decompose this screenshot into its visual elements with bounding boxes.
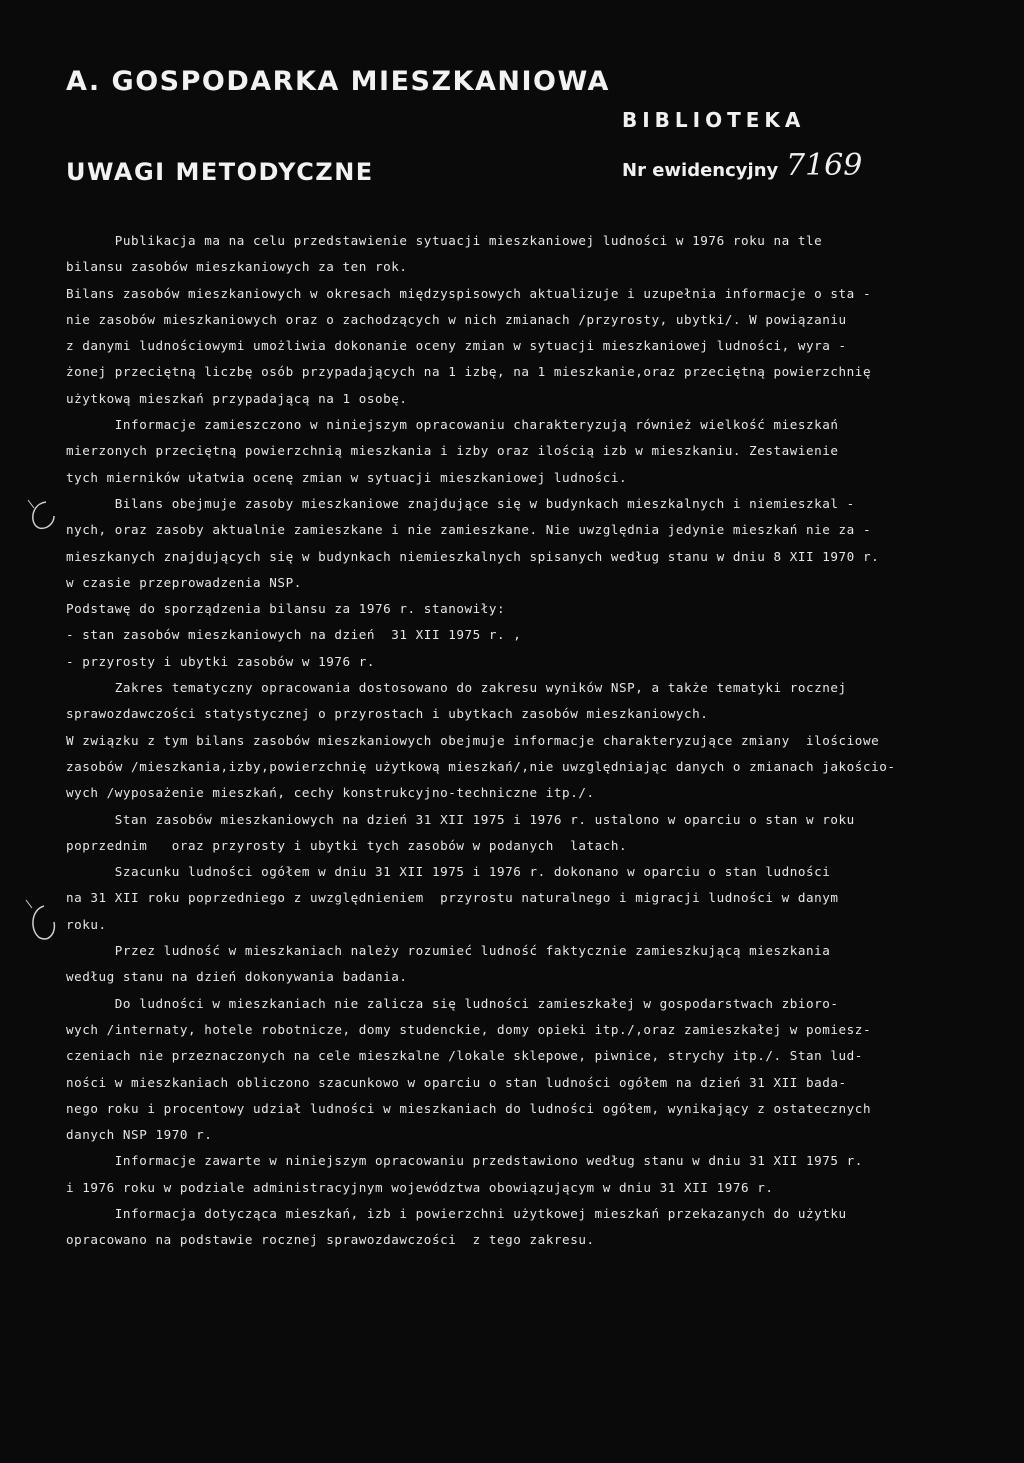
text-line: żonej przeciętną liczbę osób przypadających na 1 izbę, na 1 mieszkanie,oraz przeciętną powierzchnię (66, 364, 872, 380)
text-line: Publikacja ma na celu przedstawienie sytuacji mieszkaniowej ludności w 1976 roku na tle (66, 233, 823, 248)
text-line: danych NSP 1970 r. (66, 1127, 213, 1143)
margin-punch-hole-mark (24, 898, 64, 948)
text-line: ności w mieszkaniach obliczono szacunkowo w oparciu o stan ludności ogółem na dzień 31 XII bada- (66, 1074, 847, 1090)
section-title: A. GOSPODARKA MIESZKANIOWA (66, 66, 610, 97)
library-stamp-evidence-label: Nr ewidencyjny (622, 160, 779, 181)
text-line: użytkową mieszkań przypadającą na 1 osobę. (66, 390, 408, 406)
text-line: wych /internaty, hotele robotnicze, domy studenckie, domy opieki itp./,oraz zamieszkałej w pomiesz- (66, 1021, 872, 1037)
text-line: Podstawę do sporządzenia bilansu za 1976 r. stanowiły: (66, 601, 506, 617)
text-line: Informacje zawarte w niniejszym opracowaniu przedstawiono według stanu w dniu 31 XII 1975 r. (66, 1153, 863, 1169)
text-line: mierzonych przeciętną powierzchnią mieszkania i izby oraz ilością izb w mieszkaniu. Zestawienie (66, 443, 839, 459)
text-line: zasobów /mieszkania,izby,powierzchnię użytkową mieszkań/,nie uwzględniając danych o zmianach jakościo- (66, 758, 896, 774)
text-line: według stanu na dzień dokonywania badania. (66, 969, 408, 985)
text-line: Bilans zasobów mieszkaniowych w okresach międzyspisowych aktualizuje i uzupełnia informacje o sta - (66, 285, 872, 301)
library-stamp-evidence-number: 7169 (786, 148, 863, 183)
library-stamp-title: BIBLIOTEKA (622, 108, 806, 132)
text-line: opracowano na podstawie rocznej sprawozdawczości z tego zakresu. (66, 1232, 595, 1248)
text-line: sprawozdawczości statystycznej o przyrostach i ubytkach zasobów mieszkaniowych. (66, 706, 709, 722)
text-line: tych mierników ułatwia ocenę zmian w sytuacji mieszkaniowej ludności. (66, 469, 628, 485)
text-line: nych, oraz zasoby aktualnie zamieszkane i nie zamieszkane. Nie uwzględnia jedynie mieszkań nie za - (66, 522, 872, 538)
methodology-heading: UWAGI METODYCZNE (66, 158, 374, 186)
text-line: nie zasobów mieszkaniowych oraz o zachodzących w nich zmianach /przyrosty, ubytki/. W powiązaniu (66, 311, 847, 327)
text-line: W związku z tym bilans zasobów mieszkaniowych obejmuje informacje charakteryzujące zmiany ilościowe (66, 732, 880, 748)
text-line: Informacja dotycząca mieszkań, izb i powierzchni użytkowej mieszkań przekazanych do użytku (66, 1205, 847, 1221)
methodology-body-text (66, 228, 956, 1254)
text-line: nego roku i procentowy udział ludności w mieszkaniach do ludności ogółem, wynikający z ostatecznych (66, 1100, 872, 1116)
text-line: Bilans obejmuje zasoby mieszkaniowe znajdujące się w budynkach mieszkalnych i niemieszkal - (66, 495, 855, 511)
text-line: Do ludności w mieszkaniach nie zalicza się ludności zamieszkałej w gospodarstwach zbioro- (66, 995, 839, 1011)
text-line: - przyrosty i ubytki zasobów w 1976 r. (66, 653, 376, 669)
text-line: czeniach nie przeznaczonych na cele mieszkalne /lokale sklepowe, piwnice, strychy itp./. Stan lud- (66, 1048, 863, 1064)
text-line: bilansu zasobów mieszkaniowych za ten rok. (66, 259, 408, 275)
text-line: z danymi ludnościowymi umożliwia dokonanie oceny zmian w sytuacji mieszkaniowej ludności, wyra - (66, 338, 847, 354)
text-line: w czasie przeprowadzenia NSP. (66, 574, 302, 590)
margin-punch-hole-mark (24, 496, 64, 536)
text-line: Informacje zamieszczono w niniejszym opracowaniu charakteryzują również wielkość mieszkań (66, 417, 839, 433)
text-line: Przez ludność w mieszkaniach należy rozumieć ludność faktycznie zamieszkującą mieszkania (66, 943, 831, 959)
text-line: Zakres tematyczny opracowania dostosowano do zakresu wyników NSP, a także tematyki rocznej (66, 680, 847, 696)
text-line: wych /wyposażenie mieszkań, cechy konstrukcyjno-techniczne itp./. (66, 785, 595, 801)
text-line: i 1976 roku w podziale administracyjnym województwa obowiązującym w dniu 31 XII 1976 r. (66, 1179, 774, 1195)
text-line: Szacunku ludności ogółem w dniu 31 XII 1975 i 1976 r. dokonano w oparciu o stan ludności (66, 864, 831, 880)
text-line: Stan zasobów mieszkaniowych na dzień 31 XII 1975 i 1976 r. ustalono w oparciu o stan w roku (66, 811, 855, 827)
text-line: mieszkanych znajdujących się w budynkach niemieszkalnych spisanych według stanu w dniu 8 XII 1970 r. (66, 548, 880, 564)
text-line: poprzednim oraz przyrosty i ubytki tych zasobów w podanych latach. (66, 837, 628, 853)
text-line: - stan zasobów mieszkaniowych na dzień 31 XII 1975 r. , (66, 627, 522, 643)
text-line: roku. (66, 916, 107, 932)
text-line: na 31 XII roku poprzedniego z uwzględnieniem przyrostu naturalnego i migracji ludności w danym (66, 890, 839, 906)
